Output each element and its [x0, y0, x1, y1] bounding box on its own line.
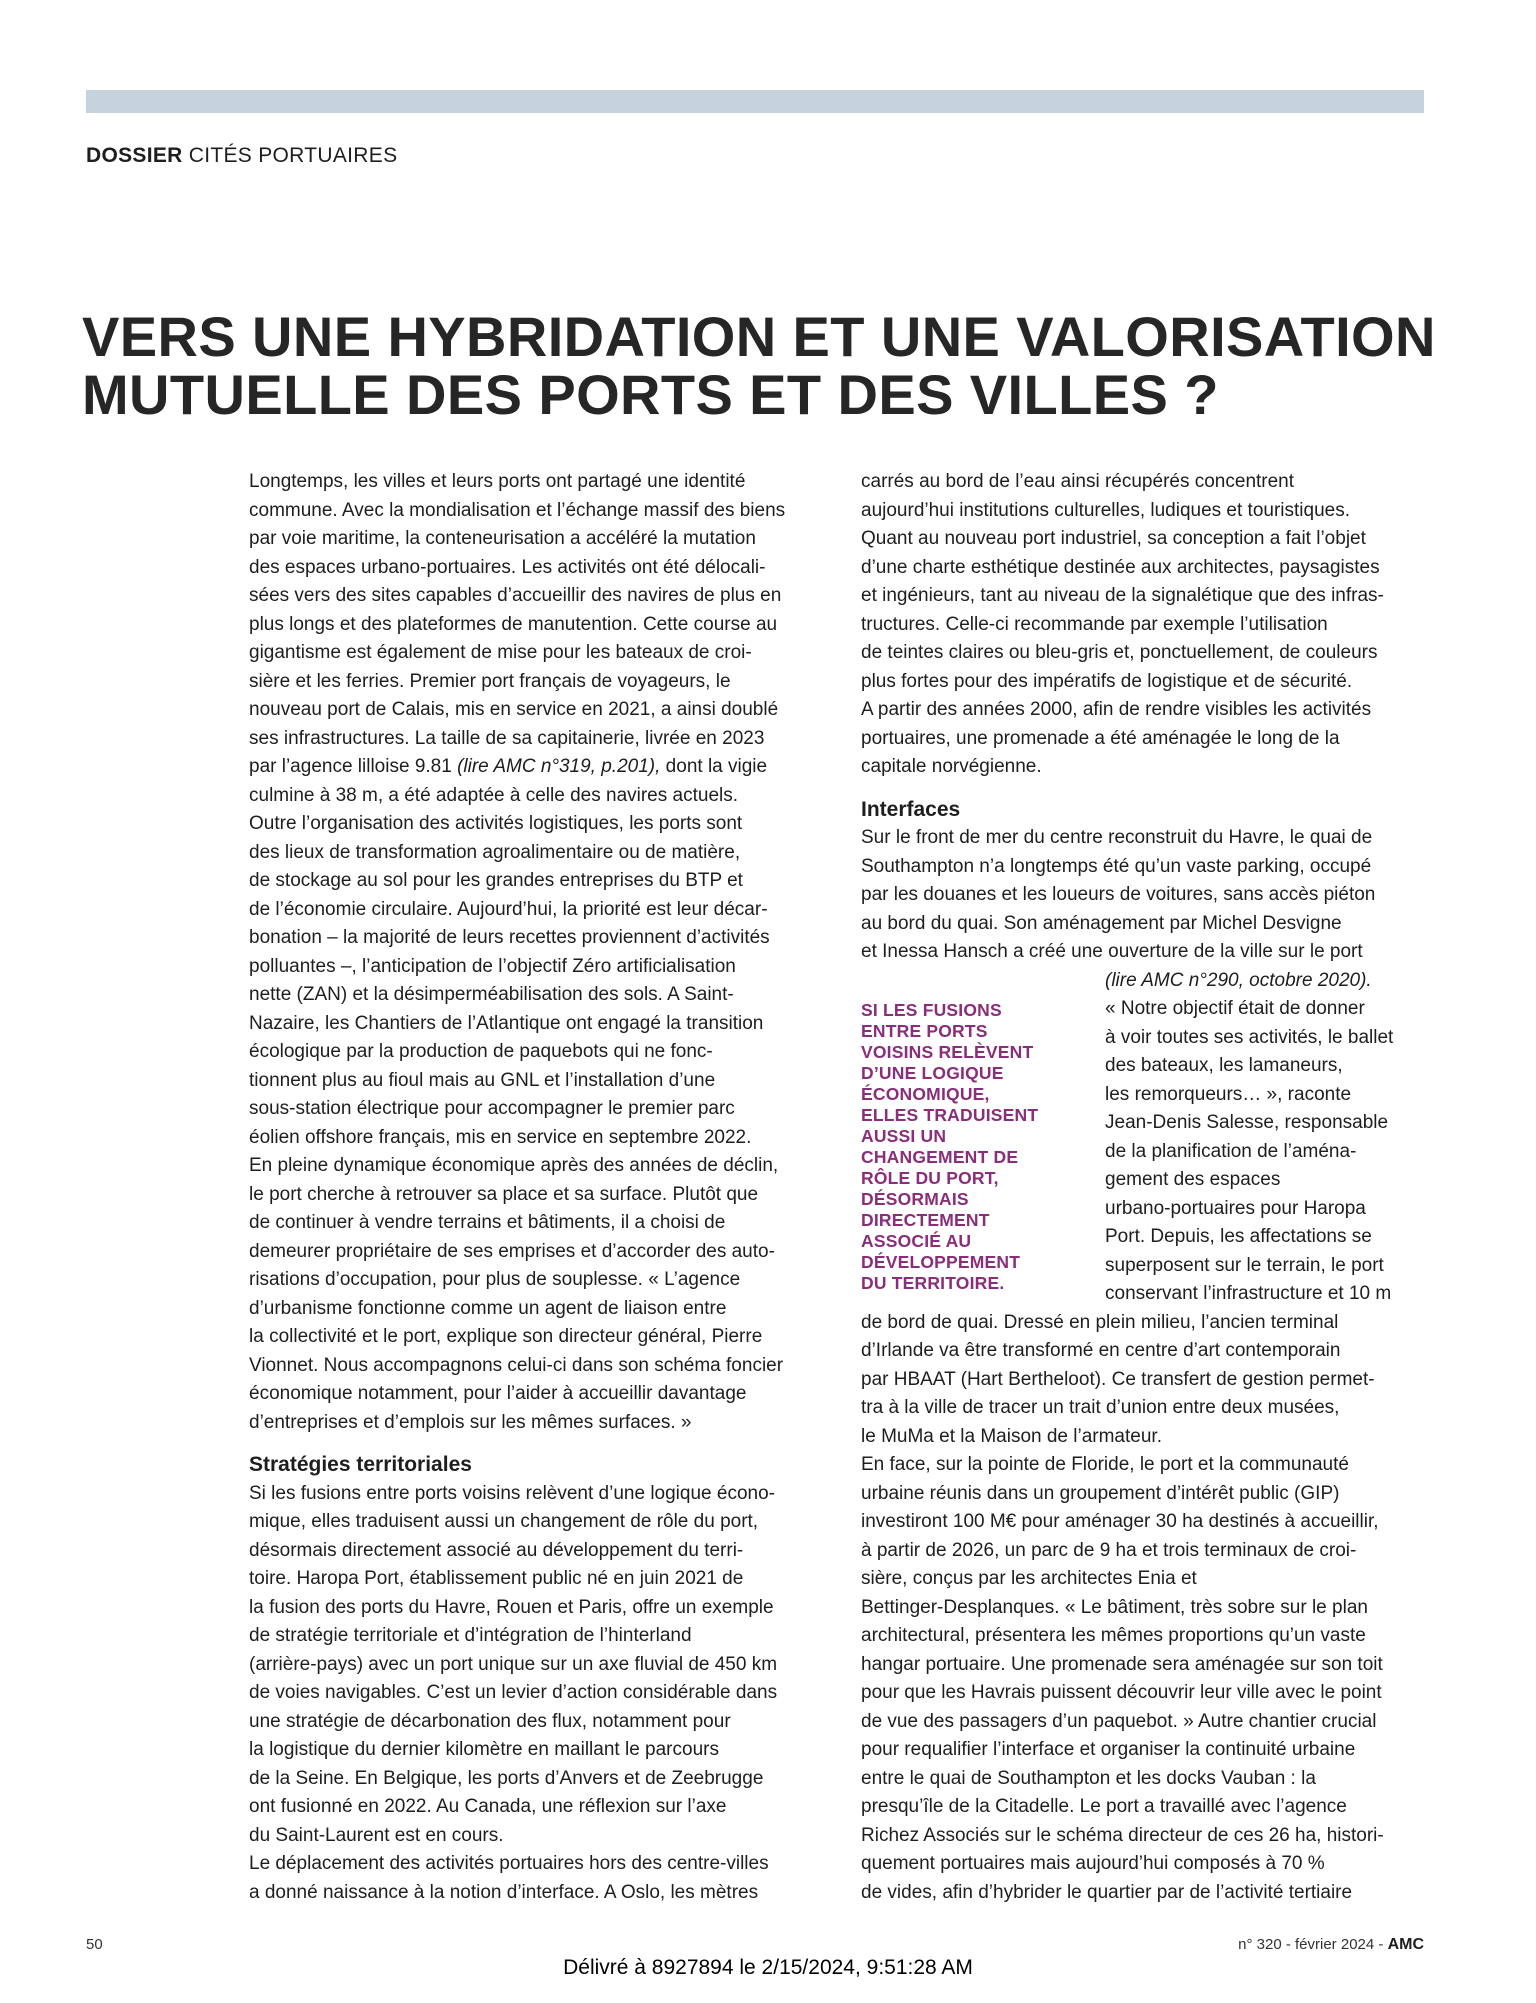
- text-line: Longtemps, les villes et leurs ports ont partagé une identité: [249, 471, 746, 492]
- pull-quote: [861, 1000, 1061, 1294]
- text-line: des espaces urbano-portuaires. Les activités ont été délocali-: [249, 556, 766, 578]
- text-line: du Saint-Laurent est en cours.: [249, 1824, 504, 1846]
- text-line: Quant au nouveau port industriel, sa conception a fait l’objet: [861, 528, 1366, 549]
- text-line: des lieux de transformation agroalimentaire ou de matière,: [249, 841, 741, 863]
- text-line: le port cherche à retrouver sa place et sa surface. Plutôt que: [249, 1183, 759, 1205]
- text-line: polluantes –, l’anticipation de l’objectif Zéro artificialisation: [249, 955, 736, 977]
- header-accent-bar: [86, 90, 1424, 113]
- section-subheading: Stratégies territoriales: [249, 1453, 472, 1476]
- text-line: de la planification de l’aména-: [1105, 1140, 1357, 1162]
- text-line: d’urbanisme fonctionne comme un agent de liaison entre: [249, 1297, 727, 1319]
- text-line: Si les fusions entre ports voisins relèvent d’une logique écono-: [249, 1482, 775, 1504]
- text-line: conservant l’infrastructure et 10 m: [1105, 1283, 1392, 1304]
- text-line: aujourd’hui institutions culturelles, ludiques et touristiques.: [861, 499, 1350, 521]
- pull-quote-line: DU TERRITOIRE.: [861, 1273, 1005, 1293]
- text-line: « Notre objectif était de donner: [1105, 998, 1365, 1019]
- text-line: la fusion des ports du Havre, Rouen et Paris, offre un exemple: [249, 1596, 774, 1618]
- paragraph-gap: [249, 1437, 819, 1451]
- text-line: de vue des passagers d’un paquebot. » Autre chantier crucial: [861, 1710, 1377, 1732]
- pull-quote-line: DÉSORMAIS: [861, 1189, 969, 1209]
- text-line: et Inessa Hansch a créé une ouverture de la ville sur le port: [861, 941, 1363, 962]
- text-line: de vides, afin d’hybrider le quartier par de l’activité tertiaire: [861, 1881, 1353, 1903]
- article-headline: [82, 305, 1442, 426]
- text-line: architectural, présentera les mêmes proportions qu’un vaste: [861, 1625, 1366, 1646]
- text-line: Bettinger-Desplanques. « Le bâtiment, très sobre sur le plan: [861, 1596, 1368, 1618]
- pull-quote-line: ASSOCIÉ AU: [861, 1231, 972, 1251]
- text-line: gigantisme est également de mise pour les bateaux de croi-: [249, 642, 752, 663]
- pull-quote-line: RÔLE DU PORT,: [861, 1168, 999, 1188]
- text-line: par les douanes et les loueurs de voitures, sans accès piéton: [861, 884, 1376, 905]
- text-line: à partir de 2026, un parc de 9 ha et trois terminaux de croi-: [861, 1539, 1357, 1561]
- issue-text: n° 320 - février 2024 -: [1238, 1936, 1388, 1953]
- text-line: Richez Associés sur le schéma directeur de ces 26 ha, histori-: [861, 1824, 1384, 1846]
- pull-quote-line: ELLES TRADUISENT: [861, 1105, 1039, 1125]
- text-line: sées vers des sites capables d’accueillir des navires de plus en: [249, 585, 782, 606]
- text-line: ses infrastructures. La taille de sa capitainerie, livrée en 2023: [249, 727, 765, 749]
- text-line: En pleine dynamique économique après des années de déclin,: [249, 1155, 779, 1176]
- text-line: par voie maritime, la conteneurisation a accéléré la mutation: [249, 528, 756, 549]
- text-line: la collectivité et le port, explique son directeur général, Pierre: [249, 1326, 763, 1347]
- text-line: de teintes claires ou bleu-gris et, ponctuellement, de couleurs: [861, 642, 1378, 663]
- text-line: toire. Haropa Port, établissement public né en juin 2021 de: [249, 1568, 744, 1589]
- text-line: A partir des années 2000, afin de rendre visibles les activités: [861, 699, 1372, 720]
- text-line: Nazaire, les Chantiers de l’Atlantique ont engagé la transition: [249, 1012, 764, 1034]
- text-line: a donné naissance à la notion d’interface. A Oslo, les mètres: [249, 1881, 759, 1903]
- text-line: quement portuaires mais aujourd’hui composés à 70 %: [861, 1853, 1325, 1874]
- text-line: investiront 100 M€ pour aménager 30 ha destinés à accueillir,: [861, 1511, 1379, 1532]
- text-line: sous-station électrique pour accompagner le premier parc: [249, 1098, 735, 1119]
- text-line: des bateaux, les lamaneurs,: [1105, 1055, 1343, 1076]
- headline-line: MUTUELLE DES PORTS ET DES VILLES ?: [82, 363, 1219, 426]
- text-line: nouveau port de Calais, mis en service en 2021, a ainsi doublé: [249, 699, 779, 720]
- text-line: Le déplacement des activités portuaires hors des centre-villes: [249, 1853, 769, 1874]
- pull-quote-line: CHANGEMENT DE: [861, 1147, 1019, 1167]
- pull-quote-line: AUSSI UN: [861, 1126, 947, 1146]
- text-line: les remorqueurs… », raconte: [1105, 1083, 1352, 1105]
- rubric-bold: DOSSIER: [86, 144, 183, 167]
- text-line: de stratégie territoriale et d’intégration de l’hinterland: [249, 1625, 692, 1646]
- text-line: de la Seine. En Belgique, les ports d’Anvers et de Zeebrugge: [249, 1767, 764, 1789]
- text-line: hangar portuaire. Une promenade sera aménagée sur son toit: [861, 1653, 1383, 1675]
- text-line: entre le quai de Southampton et les docks Vauban : la: [861, 1767, 1316, 1789]
- text-line: d’une charte esthétique destinée aux architectes, paysagistes: [861, 556, 1380, 578]
- text-line: En face, sur la pointe de Floride, le port et la communauté: [861, 1454, 1349, 1475]
- text-line: (arrière-pays) avec un port unique sur un axe fluvial de 450 km: [249, 1653, 778, 1675]
- text-line: et ingénieurs, tant au niveau de la signalétique que des infras-: [861, 585, 1384, 606]
- text-line: bonation – la majorité de leurs recettes proviennent d’activités: [249, 927, 770, 948]
- text-line: à voir toutes ses activités, le ballet: [1105, 1026, 1394, 1048]
- text-line: portuaires, une promenade a été aménagée le long de la: [861, 727, 1340, 749]
- text-line: le MuMa et la Maison de l’armateur.: [861, 1425, 1162, 1447]
- text-line: de l’économie circulaire. Aujourd’hui, la priorité est leur décar-: [249, 898, 768, 920]
- text-line: Port. Depuis, les affectations se: [1105, 1226, 1372, 1247]
- delivery-stamp: Délivré à 8927894 le 2/15/2024, 9:51:28 AM: [563, 1956, 973, 1979]
- text-line: d’Irlande va être transformé en centre d’art contemporain: [861, 1340, 1341, 1361]
- reference-italic: (lire AMC n°290, octobre 2020).: [1105, 969, 1372, 991]
- magazine-brand: AMC: [1387, 1936, 1424, 1953]
- text-line: écologique par la production de paquebots qui ne fonc-: [249, 1041, 713, 1062]
- section-subheading: Interfaces: [861, 797, 961, 821]
- text-line: ont fusionné en 2022. Au Canada, une réflexion sur l’axe: [249, 1796, 727, 1817]
- pull-quote-line: ÉCONOMIQUE,: [861, 1084, 990, 1104]
- text-line: tructures. Celle-ci recommande par exemple l’utilisation: [861, 613, 1328, 635]
- text-line: superposent sur le terrain, le port: [1105, 1254, 1384, 1276]
- text-line: commune. Avec la mondialisation et l’échange massif des biens: [249, 499, 786, 521]
- text-line: mique, elles traduisent aussi un changement de rôle du port,: [249, 1511, 759, 1532]
- text-line: par HBAAT (Hart Bertheloot). Ce transfert de gestion permet-: [861, 1368, 1375, 1390]
- left-text-column: [249, 468, 819, 1907]
- text-line: sière et les ferries. Premier port français de voyageurs, le: [249, 670, 731, 692]
- text-line: de bord de quai. Dressé en plein milieu, l’ancien terminal: [861, 1311, 1339, 1333]
- pull-quote-line: SI LES FUSIONS: [861, 1000, 1002, 1020]
- pull-quote-line: DIRECTEMENT: [861, 1210, 990, 1230]
- reference-italic: (lire AMC n°319, p.201),: [457, 756, 661, 777]
- text-line: [861, 967, 1426, 996]
- pull-quote-line: ENTRE PORTS: [861, 1021, 988, 1041]
- text-line: culmine à 38 m, a été adaptée à celle des navires actuels.: [249, 784, 739, 806]
- text-line: économique notamment, pour l’aider à accueillir davantage: [249, 1383, 747, 1404]
- headline-line: VERS UNE HYBRIDATION ET UNE VALORISATION: [82, 305, 1436, 368]
- text-line: presqu’île de la Citadelle. Le port a travaillé avec l’agence: [861, 1796, 1347, 1817]
- paragraph-gap: [861, 782, 1426, 796]
- text-line: de stockage au sol pour les grandes entreprises du BTP et: [249, 870, 743, 891]
- text-line: gement des espaces: [1105, 1169, 1281, 1190]
- text-line: urbaine réunis dans un groupement d’intérêt public (GIP): [861, 1482, 1340, 1504]
- text-line: demeurer propriétaire de ses emprises et d’accorder des auto-: [249, 1240, 775, 1262]
- text-line: Outre l’organisation des activités logistiques, les ports sont: [249, 813, 743, 834]
- pull-quote-line: D’UNE LOGIQUE: [861, 1063, 1004, 1083]
- text-line: tionnent plus au fioul mais au GNL et l’installation d’une: [249, 1069, 716, 1091]
- text-line: d’entreprises et d’emplois sur les mêmes surfaces. »: [249, 1411, 692, 1433]
- text-line: une stratégie de décarbonation des flux, notamment pour: [249, 1710, 731, 1732]
- text-line: tra à la ville de tracer un trait d’union entre deux musées,: [861, 1397, 1340, 1418]
- text-line: capitale norvégienne.: [861, 756, 1042, 777]
- text-line: pour que les Havrais puissent découvrir leur ville avec le point: [861, 1682, 1382, 1703]
- text-line: carrés au bord de l’eau ainsi récupérés concentrent: [861, 471, 1295, 492]
- text-line: par l’agence lilloise 9.81 (lire AMC n°319, p.201), dont la vigie: [249, 756, 768, 777]
- text-line: plus longs et des plateformes de manutention. Cette course au: [249, 613, 778, 635]
- text-line: Southampton n’a longtemps été qu’un vaste parking, occupé: [861, 855, 1372, 877]
- section-rubric: [86, 144, 397, 168]
- pull-quote-line: VOISINS RELÈVENT: [861, 1042, 1034, 1062]
- text-line: risations d’occupation, pour plus de souplesse. « L’agence: [249, 1269, 741, 1290]
- text-line: sière, conçus par les architectes Enia et: [861, 1568, 1197, 1589]
- issue-info: [1238, 1936, 1424, 1954]
- pull-quote-line: DÉVELOPPEMENT: [861, 1252, 1021, 1272]
- text-line: désormais directement associé au développement du terri-: [249, 1539, 744, 1561]
- rubric-text: CITÉS PORTUAIRES: [188, 144, 398, 167]
- text-line: nette (ZAN) et la désimperméabilisation des sols. A Saint-: [249, 984, 734, 1005]
- text-line: pour requalifier l’interface et organiser la continuité urbaine: [861, 1739, 1356, 1760]
- text-line: éolien offshore français, mis en service en septembre 2022.: [249, 1126, 752, 1148]
- text-line: Vionnet. Nous accompagnons celui-ci dans son schéma foncier: [249, 1354, 784, 1376]
- text-line: de continuer à vendre terrains et bâtiments, il a choisi de: [249, 1212, 726, 1233]
- text-line: la logistique du dernier kilomètre en maillant le parcours: [249, 1739, 719, 1760]
- text-line: de voies navigables. C’est un levier d’action considérable dans: [249, 1682, 778, 1703]
- text-line: urbano-portuaires pour Haropa: [1105, 1197, 1366, 1219]
- text-line: Jean-Denis Salesse, responsable: [1105, 1112, 1389, 1133]
- page-number: 50: [86, 1936, 103, 1953]
- text-line: Sur le front de mer du centre reconstruit du Havre, le quai de: [861, 827, 1373, 848]
- text-line: plus fortes pour des impératifs de logistique et de sécurité.: [861, 670, 1353, 692]
- text-line: au bord du quai. Son aménagement par Michel Desvigne: [861, 912, 1342, 934]
